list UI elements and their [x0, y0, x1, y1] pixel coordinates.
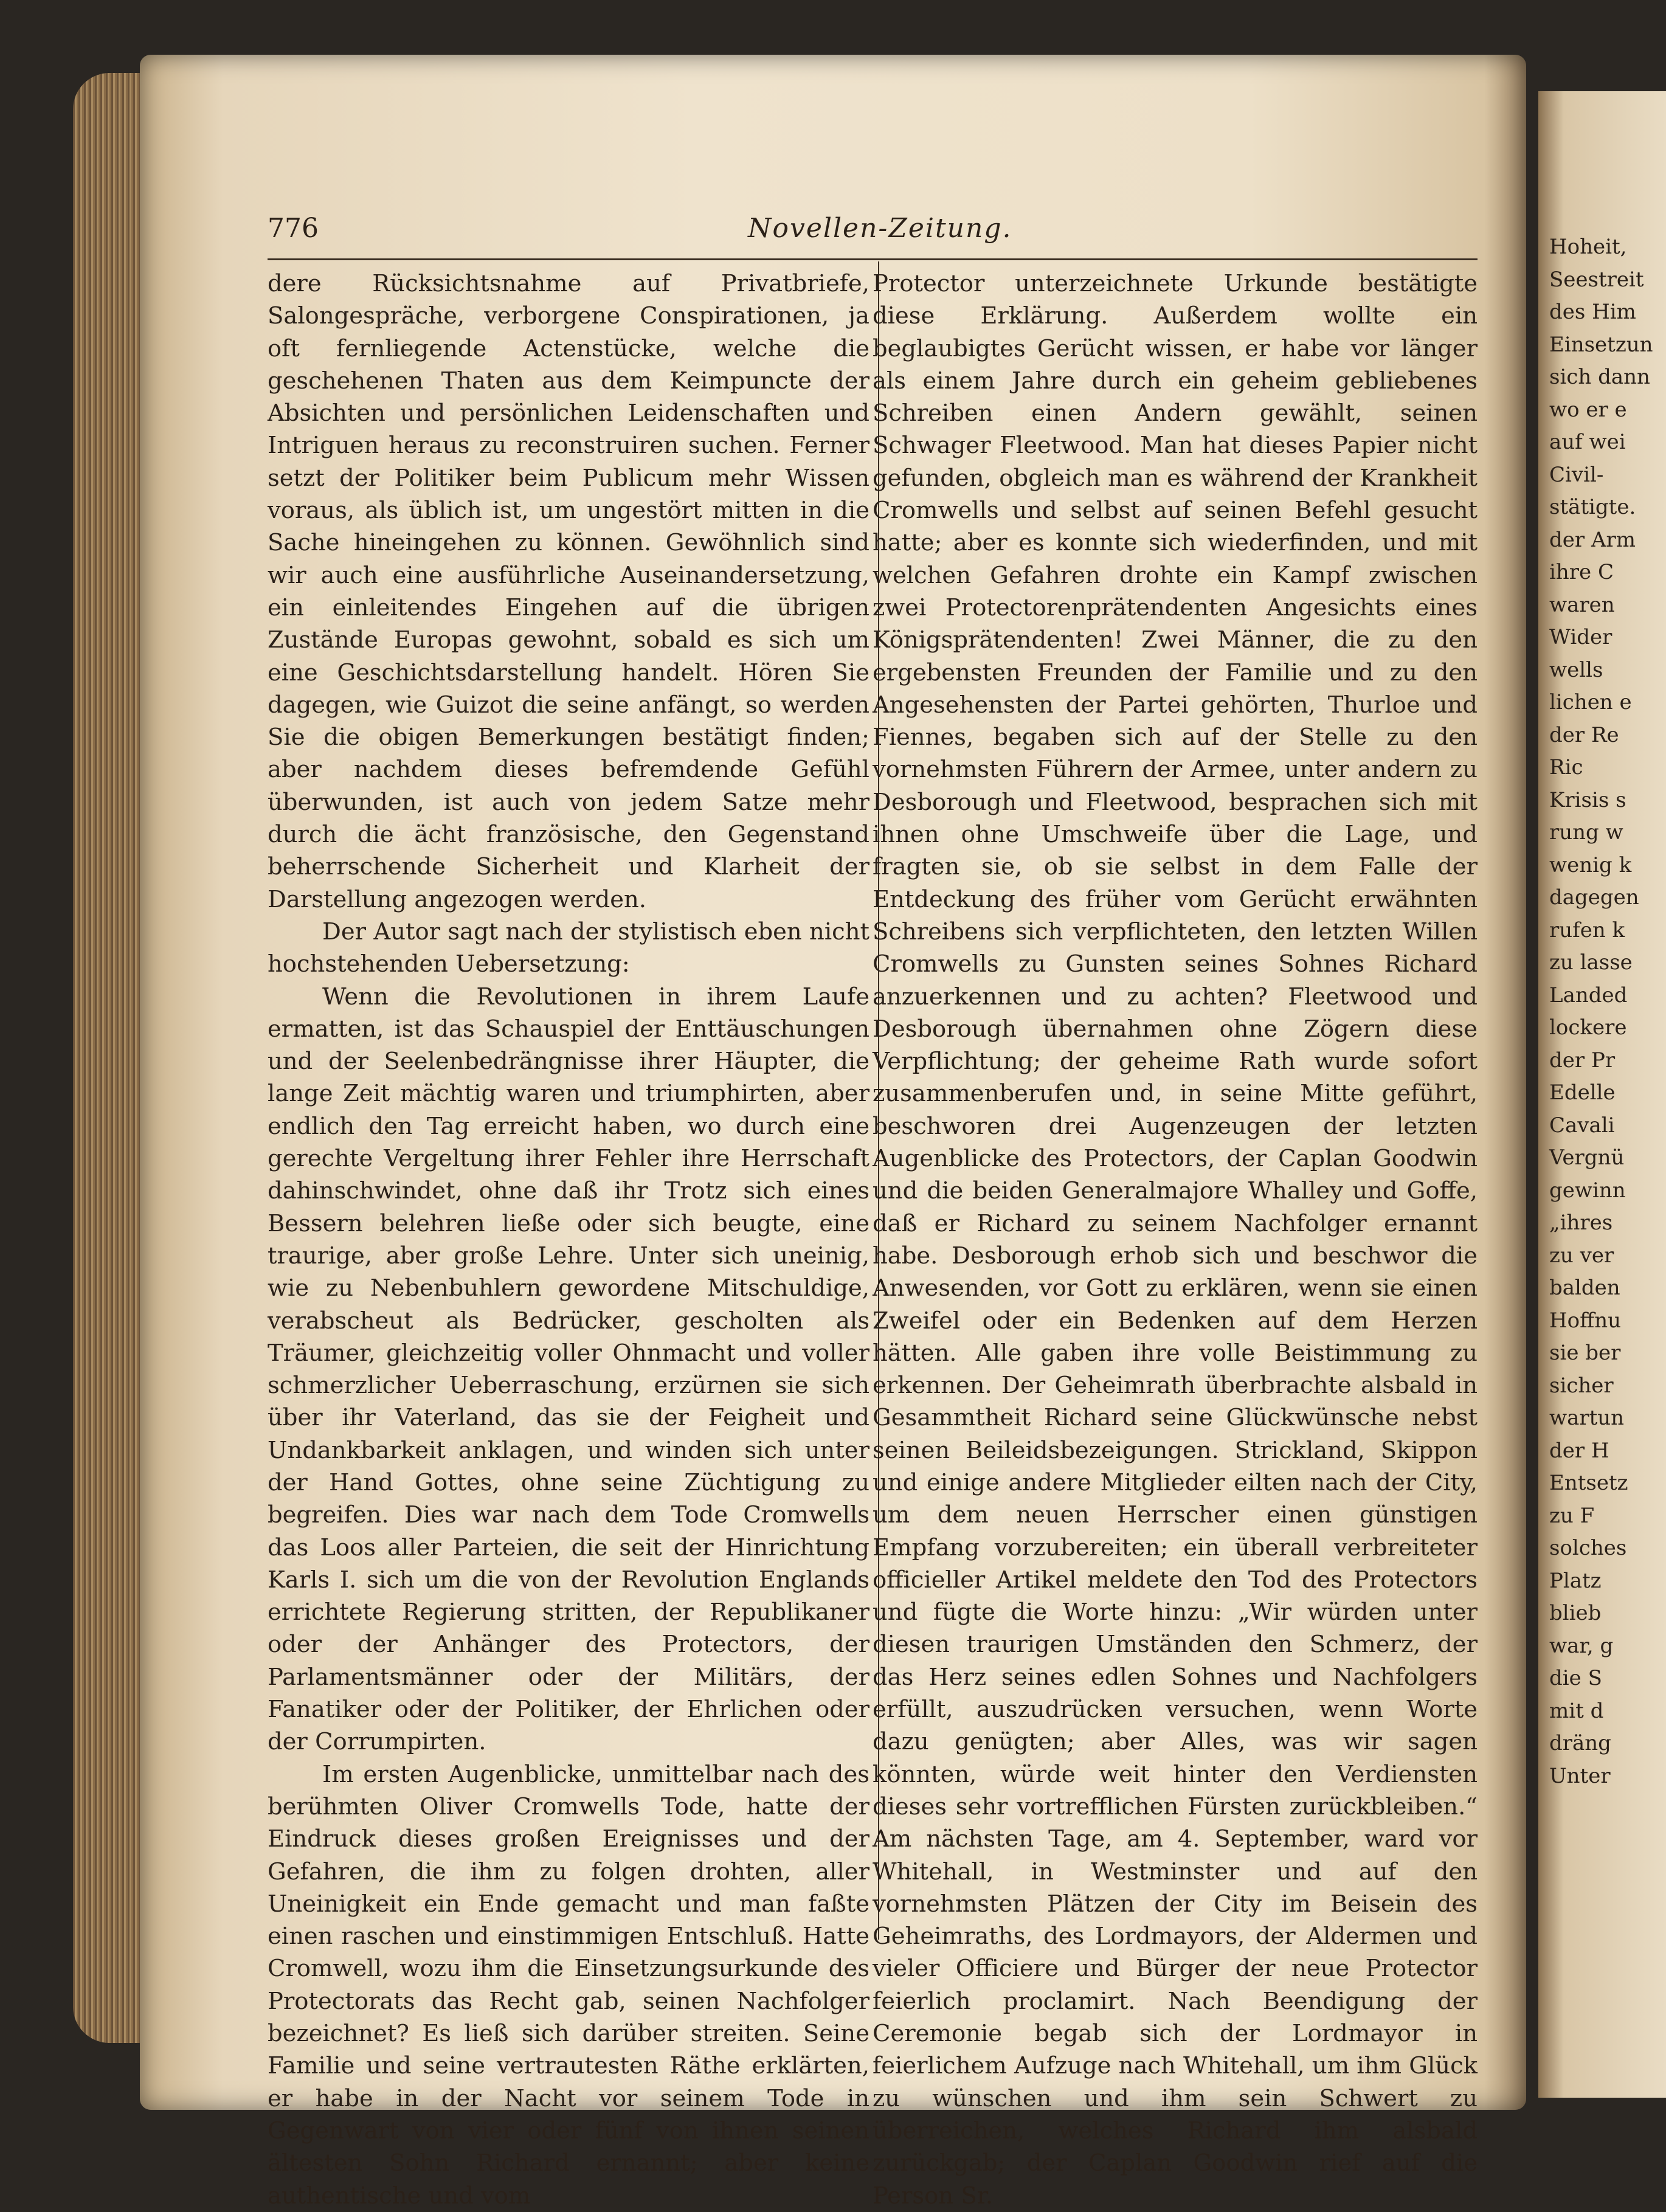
next-page-fragment: Cavali [1549, 1113, 1615, 1138]
next-page-fragment: blieb [1549, 1601, 1602, 1625]
next-page-fragment: Platz [1549, 1568, 1602, 1593]
running-head: Novellen-Zeitung. [748, 213, 1012, 244]
next-page-fragment: Unter [1549, 1763, 1611, 1788]
next-page-fragment: sie ber [1549, 1341, 1621, 1365]
next-page-fragment: gewinn [1549, 1178, 1626, 1203]
next-page-fragment: der Pr [1549, 1048, 1616, 1073]
next-page-fragment: Wider [1549, 625, 1612, 649]
next-page-fragment: Vergnü [1549, 1146, 1625, 1170]
next-page-fragment: Hoheit, [1549, 235, 1627, 259]
next-page-fragment: waren [1549, 592, 1615, 617]
next-page-fragment: der Arm [1549, 527, 1636, 552]
next-page-fragment: Landed [1549, 983, 1628, 1007]
next-page-fragment: sicher [1549, 1373, 1614, 1398]
next-page-fragment: die S [1549, 1666, 1602, 1690]
next-page-fragment: „ihres [1549, 1211, 1613, 1235]
header-rule [268, 258, 1478, 260]
next-page-fragment: der H [1549, 1438, 1609, 1463]
next-page-fragment: Edelle [1549, 1080, 1616, 1105]
next-page-fragment: war, g [1549, 1633, 1614, 1658]
left-column [268, 268, 869, 2210]
right-column [873, 268, 1478, 2210]
next-page-fragment: ihre C [1549, 560, 1614, 584]
next-page-fragment: dagegen [1549, 885, 1639, 910]
paragraph: dere Rücksichtsnahme auf Privatbriefe, Salongespräche, verborgene Conspirationen, ja oft fernliegende Actenstücke, welche die geschehenen Thaten aus dem Keimpuncte der Absichten und persönlichen Leidenschaften und Intriguen heraus zu reconstruiren suchen. Ferner setzt der Politiker beim Publicum mehr Wissen voraus, als üblich ist, um ungestört mitten in die Sache hineingehen zu können. Gewöhnlich sind wir auch eine ausführliche Auseinandersetzung, ein einleitendes Eingehen auf die übrigen Zustände Europas gewohnt, sobald es sich um eine Geschichtsdarstellung handelt. Hören Sie dagegen, wie Guizot die seine anfängt, so werden Sie die obigen Bemerkungen bestätigt finden; aber nachdem dieses befremdende Gefühl überwunden, ist auch von jedem Satze mehr durch die ächt französische, den Gegenstand beherrschende Sicherheit und Klarheit der Darstellung angezogen werden. [268, 270, 869, 913]
next-page-fragment: zu lasse [1549, 950, 1633, 975]
next-page-fragment: rufen k [1549, 918, 1625, 942]
next-page-fragment: zu ver [1549, 1243, 1614, 1268]
paragraph: Der Autor sagt nach der stylistisch eben nicht hochstehenden Uebersetzung: [268, 918, 869, 978]
next-page-fragment: stätigte. [1549, 495, 1636, 519]
next-page-fragment: wo er e [1549, 397, 1627, 422]
next-page-fragment: balden [1549, 1276, 1620, 1300]
next-page-fragment: lichen e [1549, 690, 1632, 714]
next-page-fragment: dräng [1549, 1731, 1611, 1755]
next-page-fragment: Krisis s [1549, 787, 1626, 812]
next-page-fragment: auf wei [1549, 430, 1626, 454]
next-page-fragment: Seestreit [1549, 267, 1644, 292]
paragraph: Protector unterzeichnete Urkunde bestätigte diese Erklärung. Außerdem wollte ein beglaubigtes Gerücht wissen, er habe vor länger als einem Jahre durch ein geheim gebliebenes Schreiben einen Andern gewählt, seinen Schwager Fleetwood. Man hat dieses Papier nicht gefunden, obgleich man es während der Krankheit Cromwells und selbst auf seinen Befehl gesucht hatte; aber es konnte sich wiederfinden, und mit welchen Gefahren drohte ein Kampf zwischen zwei Protectorenprätendenten Angesichts eines Königsprätendenten! Zwei Männer, die zu den ergebensten Freunden der Familie und zu den Angesehensten der Partei gehörten, Thurloe und Fiennes, begaben sich auf der Stelle zu den vornehmsten Führern der Armee, unter andern zu Desborough und Fleetwood, besprachen sich mit ihnen ohne Umschweife über die Lage, und fragten sie, ob sie selbst in dem Falle der Entdeckung des früher vom Gerücht erwähnten Schreibens sich verpflichteten, den letzten Willen Cromwells zu Gunsten seines Sohnes Richard anzuerkennen und zu achten? Fleetwood und Desborough übernahmen ohne Zögern diese Verpflichtung; der geheime Rath wurde sofort zusammenberufen und, in seine Mitte geführt, beschworen drei Augenzeugen der letzten Augenblicke des Protectors, der Caplan Goodwin und die beiden Generalmajore Whalley und Goffe, daß er Richard zu seinem Nachfolger ernannt habe. Desborough erhob sich und beschwor die Anwesenden, vor Gott zu erklären, wenn sie einen Zweifel oder ein Bedenken auf dem Herzen hätten. Alle gaben ihre volle Beistimmung zu erkennen. Der Geheimrath überbrachte alsbald in Gesammtheit Richard seine Glückwünsche nebst seinen Beileidsbezeigungen. Strickland, Skippon und einige andere Mitglieder eilten nach der City, um dem neuen Herrscher einen günstigen Empfang vorzubereiten; ein überall verbreiteter officieller Artikel meldete den Tod des Protectors und fügte die Worte hinzu: „Wir würden unter diesen traurigen Umständen den Schmerz, der das Herz seines edlen Sohnes und Nachfolgers erfüllt, auszudrücken versuchen, wenn Worte dazu genügten; aber Alles, was wir sagen könnten, würde weit hinter den Verdiensten dieses sehr vortrefflichen Fürsten zurückbleiben.“ Am nächsten Tage, am 4. September, ward vor Whitehall, in Westminster und auf den vornehmsten Plätzen der City im Beisein des Geheimraths, des Lordmayors, der Aldermen und vieler Officiere und Bürger der neue Protector feierlich proclamirt. Nach Beendigung der Ceremonie begab sich der Lordmayor in feierlichem Aufzuge nach Whitehall, um ihm Glück zu wünschen und ihm sein Schwert zu überreichen, welches Richard ihm alsbald zurückgab; der Caplan Goodwin rief auf die Person Sr. [873, 270, 1478, 2210]
next-page-fragment: der Re [1549, 722, 1619, 747]
next-page-fragment: sich dann [1549, 365, 1650, 389]
next-page-fragment: wartun [1549, 1406, 1625, 1430]
next-page-fragment: wells [1549, 657, 1603, 682]
page-number: 776 [268, 213, 319, 244]
next-page-fragment: zu F [1549, 1503, 1595, 1528]
next-page-fragment: wenig k [1549, 852, 1632, 877]
next-page-fragment: Civil- [1549, 462, 1604, 487]
next-page-fragment: Einsetzun [1549, 332, 1653, 357]
next-page-fragment: lockere [1549, 1015, 1627, 1040]
next-page-fragment: solches [1549, 1536, 1627, 1560]
paragraph: Wenn die Revolutionen in ihrem Laufe ermatten, ist das Schauspiel der Enttäuschungen und der Seelenbedrängnisse ihrer Häupter, die lange Zeit mächtig waren und triumphirten, aber endlich den Tag erreicht haben, wo durch eine gerechte Vergeltung ihrer Fehler ihre Herrschaft dahinschwindet, ohne daß ihr Trotz sich eines Bessern belehren ließe oder sich beugte, eine traurige, aber große Lehre. Unter sich uneinig, wie zu Nebenbuhlern gewordene Mitschuldige, verabscheut als Bedrücker, gescholten als Träumer, gleichzeitig voller Ohnmacht und voller schmerzlicher Ueberraschung, erzürnen sie sich über ihr Vaterland, das sie der Feigheit und Undankbarkeit anklagen, und winden sich unter der Hand Gottes, ohne seine Züchtigung zu begreifen. Dies war nach dem Tode Cromwells das Loos aller Parteien, die seit der Hinrichtung Karls I. sich um die von der Revolution Englands errichtete Regierung stritten, der Republikaner oder der Anhänger des Protectors, der Parlamentsmänner oder der Militärs, der Fanatiker oder der Politiker, der Ehrlichen oder der Corrumpirten. [268, 983, 869, 1756]
paragraph: Im ersten Augenblicke, unmittelbar nach des berühmten Oliver Cromwells Tode, hatte der Eindruck dieses großen Ereignisses und der Gefahren, die ihm zu folgen drohten, aller Uneinigkeit ein Ende gemacht und man faßte einen raschen und einstimmigen Entschluß. Hatte Cromwell, wozu ihm die Einsetzungsurkunde des Protectorats das Recht gab, seinen Nachfolger bezeichnet? Es ließ sich darüber streiten. Seine Familie und seine vertrautesten Räthe erklärten, er habe in der Nacht vor seinem Tode in Gegenwart von vier oder fünf von ihnen seinen ältesten Sohn Richard ernannt; aber keine authentische und vom [268, 1760, 869, 2210]
next-page-fragment: Hoffnu [1549, 1308, 1622, 1333]
next-page-fragment: des Him [1549, 300, 1636, 324]
next-page-fragment: mit d [1549, 1698, 1604, 1723]
next-page-fragment: rung w [1549, 820, 1623, 845]
next-page-fragment: Entsetz [1549, 1471, 1628, 1495]
next-page-fragment: Ric [1549, 755, 1583, 779]
next-page-fragments [1549, 231, 1659, 1792]
